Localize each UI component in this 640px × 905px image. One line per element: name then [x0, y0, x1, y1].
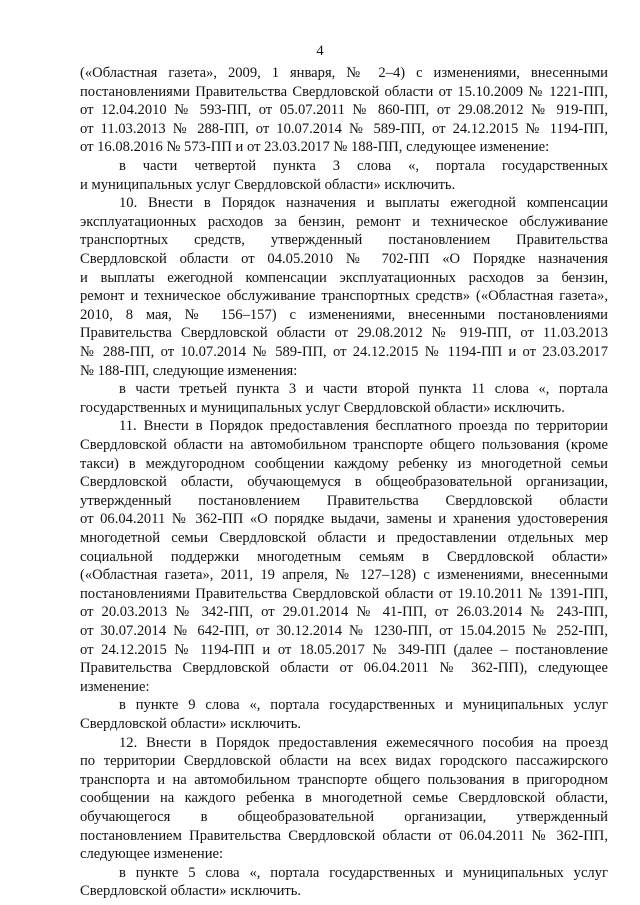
text-line: такси) в междугородном сообщении каждому ребенку из многодетной семьи	[80, 455, 608, 472]
text-line: («Областная газета», 2009, 1 января, № 2–4) с изменениями, внесенными	[80, 65, 608, 81]
text-line: от 12.04.2010 № 593-ПП, от 05.07.2011 № 860-ПП, от 29.08.2012 № 919-ПП,	[80, 102, 608, 119]
text-line: следующее изменение:	[80, 846, 224, 863]
text-line: в пункте 5 слова «, портала государственных и муниципальных услуг	[119, 864, 608, 881]
page-number: 4	[316, 43, 324, 59]
text-line: 2010, 8 мая, № 156–157) с изменениями, внесенными постановлениями	[80, 306, 608, 323]
text-line: социальной поддержки многодетным семьям в Свердловской области»	[80, 548, 608, 565]
text-line: постановлением Правительства Свердловской области от 06.04.2011 № 362-ПП,	[80, 827, 608, 844]
text-line: транспортных средств, утвержденный постановлением Правительства	[80, 232, 608, 249]
text-line: государственных и муниципальных услуг Свердловской области» исключить.	[80, 399, 565, 416]
text-line: в части четвертой пункта 3 слова «, портала государственных	[119, 158, 608, 174]
text-line: многодетной семьи Свердловской области и предоставлении отдельных мер	[80, 530, 608, 546]
text-line: утвержденный постановлением Правительства Свердловской области	[80, 492, 608, 509]
text-line: Свердловской области от 04.05.2010 № 702-ПП «О Порядке назначения	[80, 251, 608, 267]
text-line: от 16.08.2016 № 573-ПП и от 23.03.2017 № 188-ПП, следующее изменение:	[80, 139, 550, 156]
text-line: обучающегося в общеобразовательной организации, утвержденный	[80, 809, 608, 825]
text-line: транспорта и на автомобильном транспорте общего пользования в пригородном	[80, 771, 608, 788]
text-line: 10. Внести в Порядок назначения и выплаты ежегодной компенсации	[119, 195, 608, 212]
text-line: от 24.12.2015 № 1194-ПП и от 18.05.2017 № 349-ПП (далее – постановление	[80, 641, 608, 658]
text-line: по территории Свердловской области на всех видах городского пассажирского	[80, 753, 608, 770]
text-line: Правительства Свердловской области от 06.04.2011 № 362-ПП), следующее	[80, 660, 608, 677]
text-line: и выплаты ежегодной компенсации эксплуатационных расходов за бензин,	[80, 269, 608, 286]
text-line: от 30.07.2014 № 642-ПП, от 30.12.2014 № 1230-ПП, от 15.04.2015 № 252-ПП,	[80, 623, 608, 639]
text-line: № 288-ПП, от 10.07.2014 № 589-ПП, от 24.12.2015 № 1194-ПП и от 23.03.2017	[80, 344, 608, 360]
text-line: в пункте 9 слова «, портала государственных и муниципальных услуг	[119, 697, 608, 714]
text-line: № 188-ПП, следующие изменения:	[80, 362, 298, 379]
text-line: от 11.03.2013 № 288-ПП, от 10.07.2014 № 589-ПП, от 24.12.2015 № 1194-ПП,	[80, 120, 608, 137]
text-line: ремонт и техническое обслуживание транспортных средств» («Областная газета»,	[80, 288, 608, 305]
text-line: и муниципальных услуг Свердловской области» исключить.	[80, 176, 456, 193]
text-line: постановлениями Правительства Свердловской области от 15.10.2009 № 1221-ПП,	[80, 83, 608, 100]
text-line: от 06.04.2011 № 362-ПП «О порядке выдачи, замены и хранения удостоверения	[80, 511, 608, 528]
text-line: («Областная газета», 2011, 19 апреля, № 127–128) с изменениями, внесенными	[80, 567, 608, 584]
text-line: от 20.03.2013 № 342-ПП, от 29.01.2014 № 41-ПП, от 26.03.2014 № 243-ПП,	[80, 604, 608, 621]
text-line: 12. Внести в Порядок предоставления ежемесячного пособия на проезд	[119, 734, 608, 751]
text-line: в части третьей пункта 3 и части второй пункта 11 слова «, портала	[119, 381, 608, 398]
text-line: Свердловской области на автомобильном транспорте общего пользования (кроме	[80, 437, 608, 453]
text-line: 11. Внести в Порядок предоставления бесплатного проезда по территории	[119, 418, 608, 435]
text-line: Свердловской области» исключить.	[80, 883, 302, 900]
text-line: постановлениями Правительства Свердловской области от 19.10.2011 № 1391-ПП,	[80, 585, 608, 602]
text-line: Свердловской области» исключить.	[80, 716, 302, 732]
text-line: Свердловской области, обучающемуся в общеобразовательной организации,	[80, 474, 608, 491]
text-line: сообщении на каждого ребенка в многодетной семье Свердловской области,	[80, 790, 608, 807]
text-line: изменение:	[80, 678, 150, 695]
text-line: эксплуатационных расходов за бензин, ремонт и техническое обслуживание	[80, 213, 608, 230]
text-line: Правительства Свердловской области от 29.08.2012 № 919-ПП, от 11.03.2013	[80, 325, 608, 342]
